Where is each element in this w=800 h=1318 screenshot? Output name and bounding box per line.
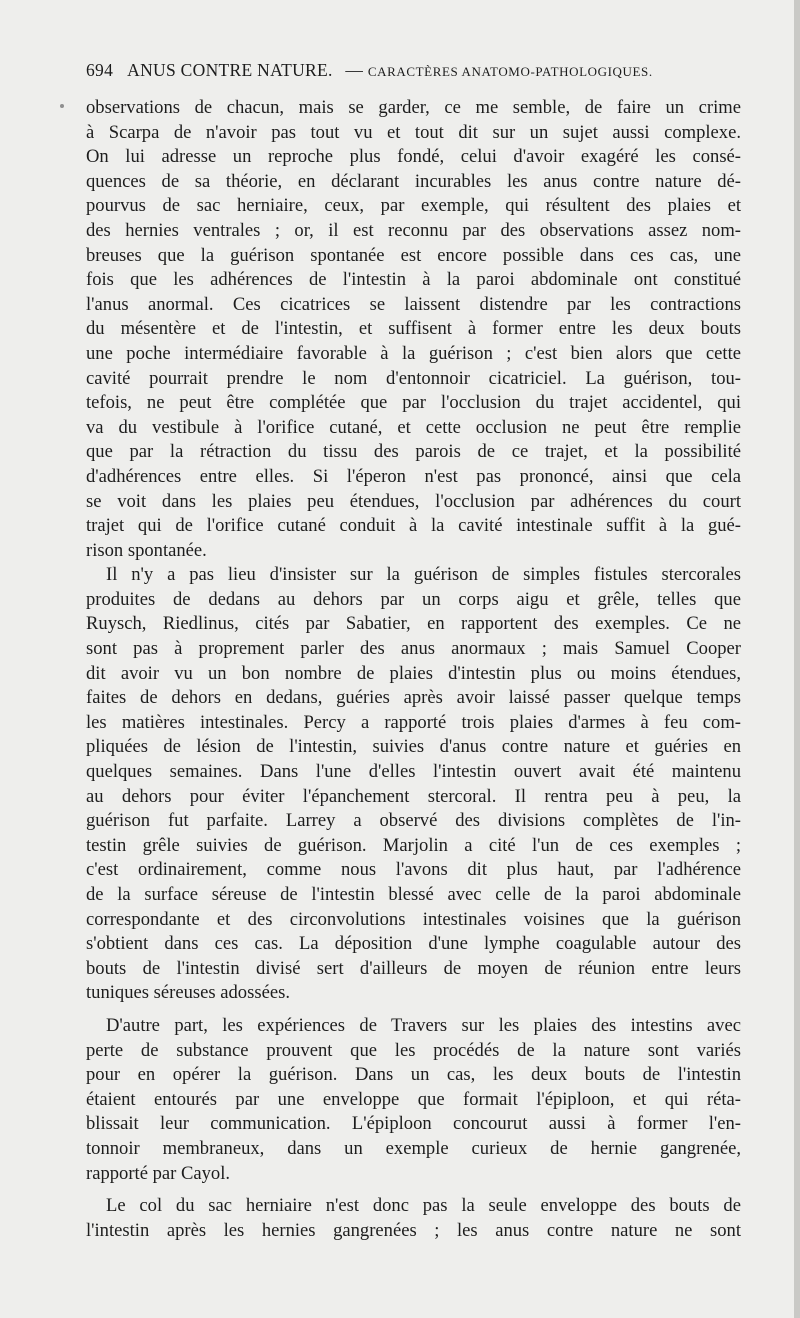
text-line: l'anus anormal. Ces cicatrices se laissent distendre par les contractions — [86, 293, 741, 315]
paragraph-gap — [86, 1006, 741, 1014]
text-line: étaient entourés par une enveloppe que formait l'épiploon, et qui réta- — [86, 1088, 741, 1110]
text-line: pour en opérer la guérison. Dans un cas, les deux bouts de l'intestin — [86, 1064, 741, 1086]
text-line: produites de dedans au dehors par un corps aigu et grêle, telles que — [86, 588, 741, 610]
page-edge-shadow — [794, 0, 800, 1318]
text-line: que par la rétraction du tissu des parois de ce trajet, et la possibilité — [86, 441, 741, 463]
text-line: d'adhérences entre elles. Si l'éperon n'est pas prononcé, ainsi que cela — [86, 465, 741, 487]
text-line: fois que les adhérences de l'intestin à la paroi abdominale ont constitué — [86, 269, 741, 291]
text-line: quelques semaines. Dans l'une d'elles l'intestin ouvert avait été maintenu — [86, 761, 741, 783]
text-line: tefois, ne peut être complétée que par l'occlusion du trajet accidentel, qui — [86, 392, 741, 414]
text-line: blissait leur communication. L'épiploon concourut aussi à former l'en- — [86, 1113, 741, 1135]
text-line: à Scarpa de n'avoir pas tout vu et tout dit sur un sujet aussi complexe. — [86, 121, 741, 143]
text-line: se voit dans les plaies peu étendues, l'occlusion par adhérences du court — [86, 490, 741, 512]
text-line: cavité pourrait prendre le nom d'entonnoir cicatriciel. La guérison, tou- — [86, 367, 741, 389]
text-line: testin grêle suivies de guérison. Marjolin a cité l'un de ces exemples ; — [86, 834, 741, 856]
body-text — [86, 96, 741, 1243]
running-header — [86, 60, 686, 81]
text-line: rapporté par Cayol. — [86, 1162, 231, 1184]
text-line: du mésentère et de l'intestin, et suffisent à former entre les deux bouts — [86, 318, 741, 340]
running-title: ANUS CONTRE NATURE. — [127, 60, 333, 80]
text-line: Ruysch, Riedlinus, cités par Sabatier, en rapportent des exemples. Ce ne — [86, 613, 741, 635]
text-line: breuses que la guérison spontanée est encore possible dans ces cas, une — [86, 244, 741, 266]
text-line: faites de dehors en dedans, guéries après avoir laissé passer quelque temps — [86, 687, 741, 709]
paragraph — [86, 96, 741, 563]
running-subtitle: CARACTÈRES ANATOMO-PATHOLOGIQUES. — [367, 64, 653, 79]
text-line: va du vestibule à l'orifice cutané, et cette occlusion ne peut être remplie — [86, 416, 741, 438]
text-line: perte de substance prouvent que les procédés de la nature sont variés — [86, 1039, 741, 1061]
text-line: On lui adresse un reproche plus fondé, celui d'avoir exagéré les consé- — [86, 146, 741, 168]
text-line: de la surface séreuse de l'intestin blessé avec celle de la paroi abdominale — [86, 884, 741, 905]
text-line: une poche intermédiaire favorable à la guérison ; c'est bien alors que cette — [86, 342, 741, 364]
text-line: quences de sa théorie, en déclarant incurables les anus contre nature dé- — [86, 170, 741, 192]
text-line: des hernies ventrales ; or, il est reconnu par des observations assez nom- — [86, 219, 741, 241]
margin-speck — [60, 104, 64, 108]
header-separator: — — [345, 60, 364, 80]
text-line: tonnoir membraneux, dans un exemple curieux de hernie gangrenée, — [86, 1137, 741, 1159]
text-line: tuniques séreuses adossées. — [86, 982, 290, 1004]
text-line: les matières intestinales. Percy a rapporté trois plaies d'armes à feu com- — [86, 711, 741, 733]
paragraph — [86, 563, 741, 1006]
text-line: correspondante et des circonvolutions intestinales voisines que la guérison — [86, 908, 741, 930]
text-line: sont pas à proprement parler des anus anormaux ; mais Samuel Cooper — [86, 638, 741, 660]
paragraph-gap — [86, 1186, 741, 1194]
text-line: pourvus de sac herniaire, ceux, par exemple, qui résultent des plaies et — [86, 195, 741, 217]
text-line: au dehors pour éviter l'épanchement stercoral. Il rentra peu à peu, la — [86, 785, 741, 807]
text-line: bouts de l'intestin divisé sert d'ailleurs de moyen de réunion entre leurs — [86, 957, 741, 979]
text-line: l'intestin après les hernies gangrenées ; les anus contre nature ne sont — [86, 1219, 741, 1241]
text-line: Il n'y a pas lieu d'insister sur la guérison de simples fistules stercorales — [106, 564, 741, 586]
text-line: rison spontanée. — [86, 539, 207, 561]
text-line: s'obtient dans ces cas. La déposition d'une lymphe coagulable autour des — [86, 933, 741, 955]
text-line: dit avoir vu un bon nombre de plaies d'intestin plus ou moins étendues, — [86, 662, 741, 684]
text-line: guérison fut parfaite. Larrey a observé des divisions complètes de l'in- — [86, 810, 741, 832]
paragraph — [86, 1014, 741, 1186]
text-line: c'est ordinairement, comme nous l'avons dit plus haut, par l'adhérence — [86, 859, 741, 881]
page-number: 694 — [86, 60, 114, 80]
text-line: pliquées de lésion de l'intestin, suivies d'anus contre nature et guéries en — [86, 736, 741, 758]
text-line: Le col du sac herniaire n'est donc pas la seule enveloppe des bouts de — [106, 1195, 741, 1217]
text-line: D'autre part, les expériences de Travers sur les plaies des intestins avec — [106, 1014, 741, 1036]
paragraph — [86, 1194, 741, 1243]
text-line: observations de chacun, mais se garder, ce me semble, de faire un crime — [86, 97, 741, 118]
text-line: trajet qui de l'orifice cutané conduit à la cavité intestinale suffit à la gué- — [86, 515, 741, 537]
